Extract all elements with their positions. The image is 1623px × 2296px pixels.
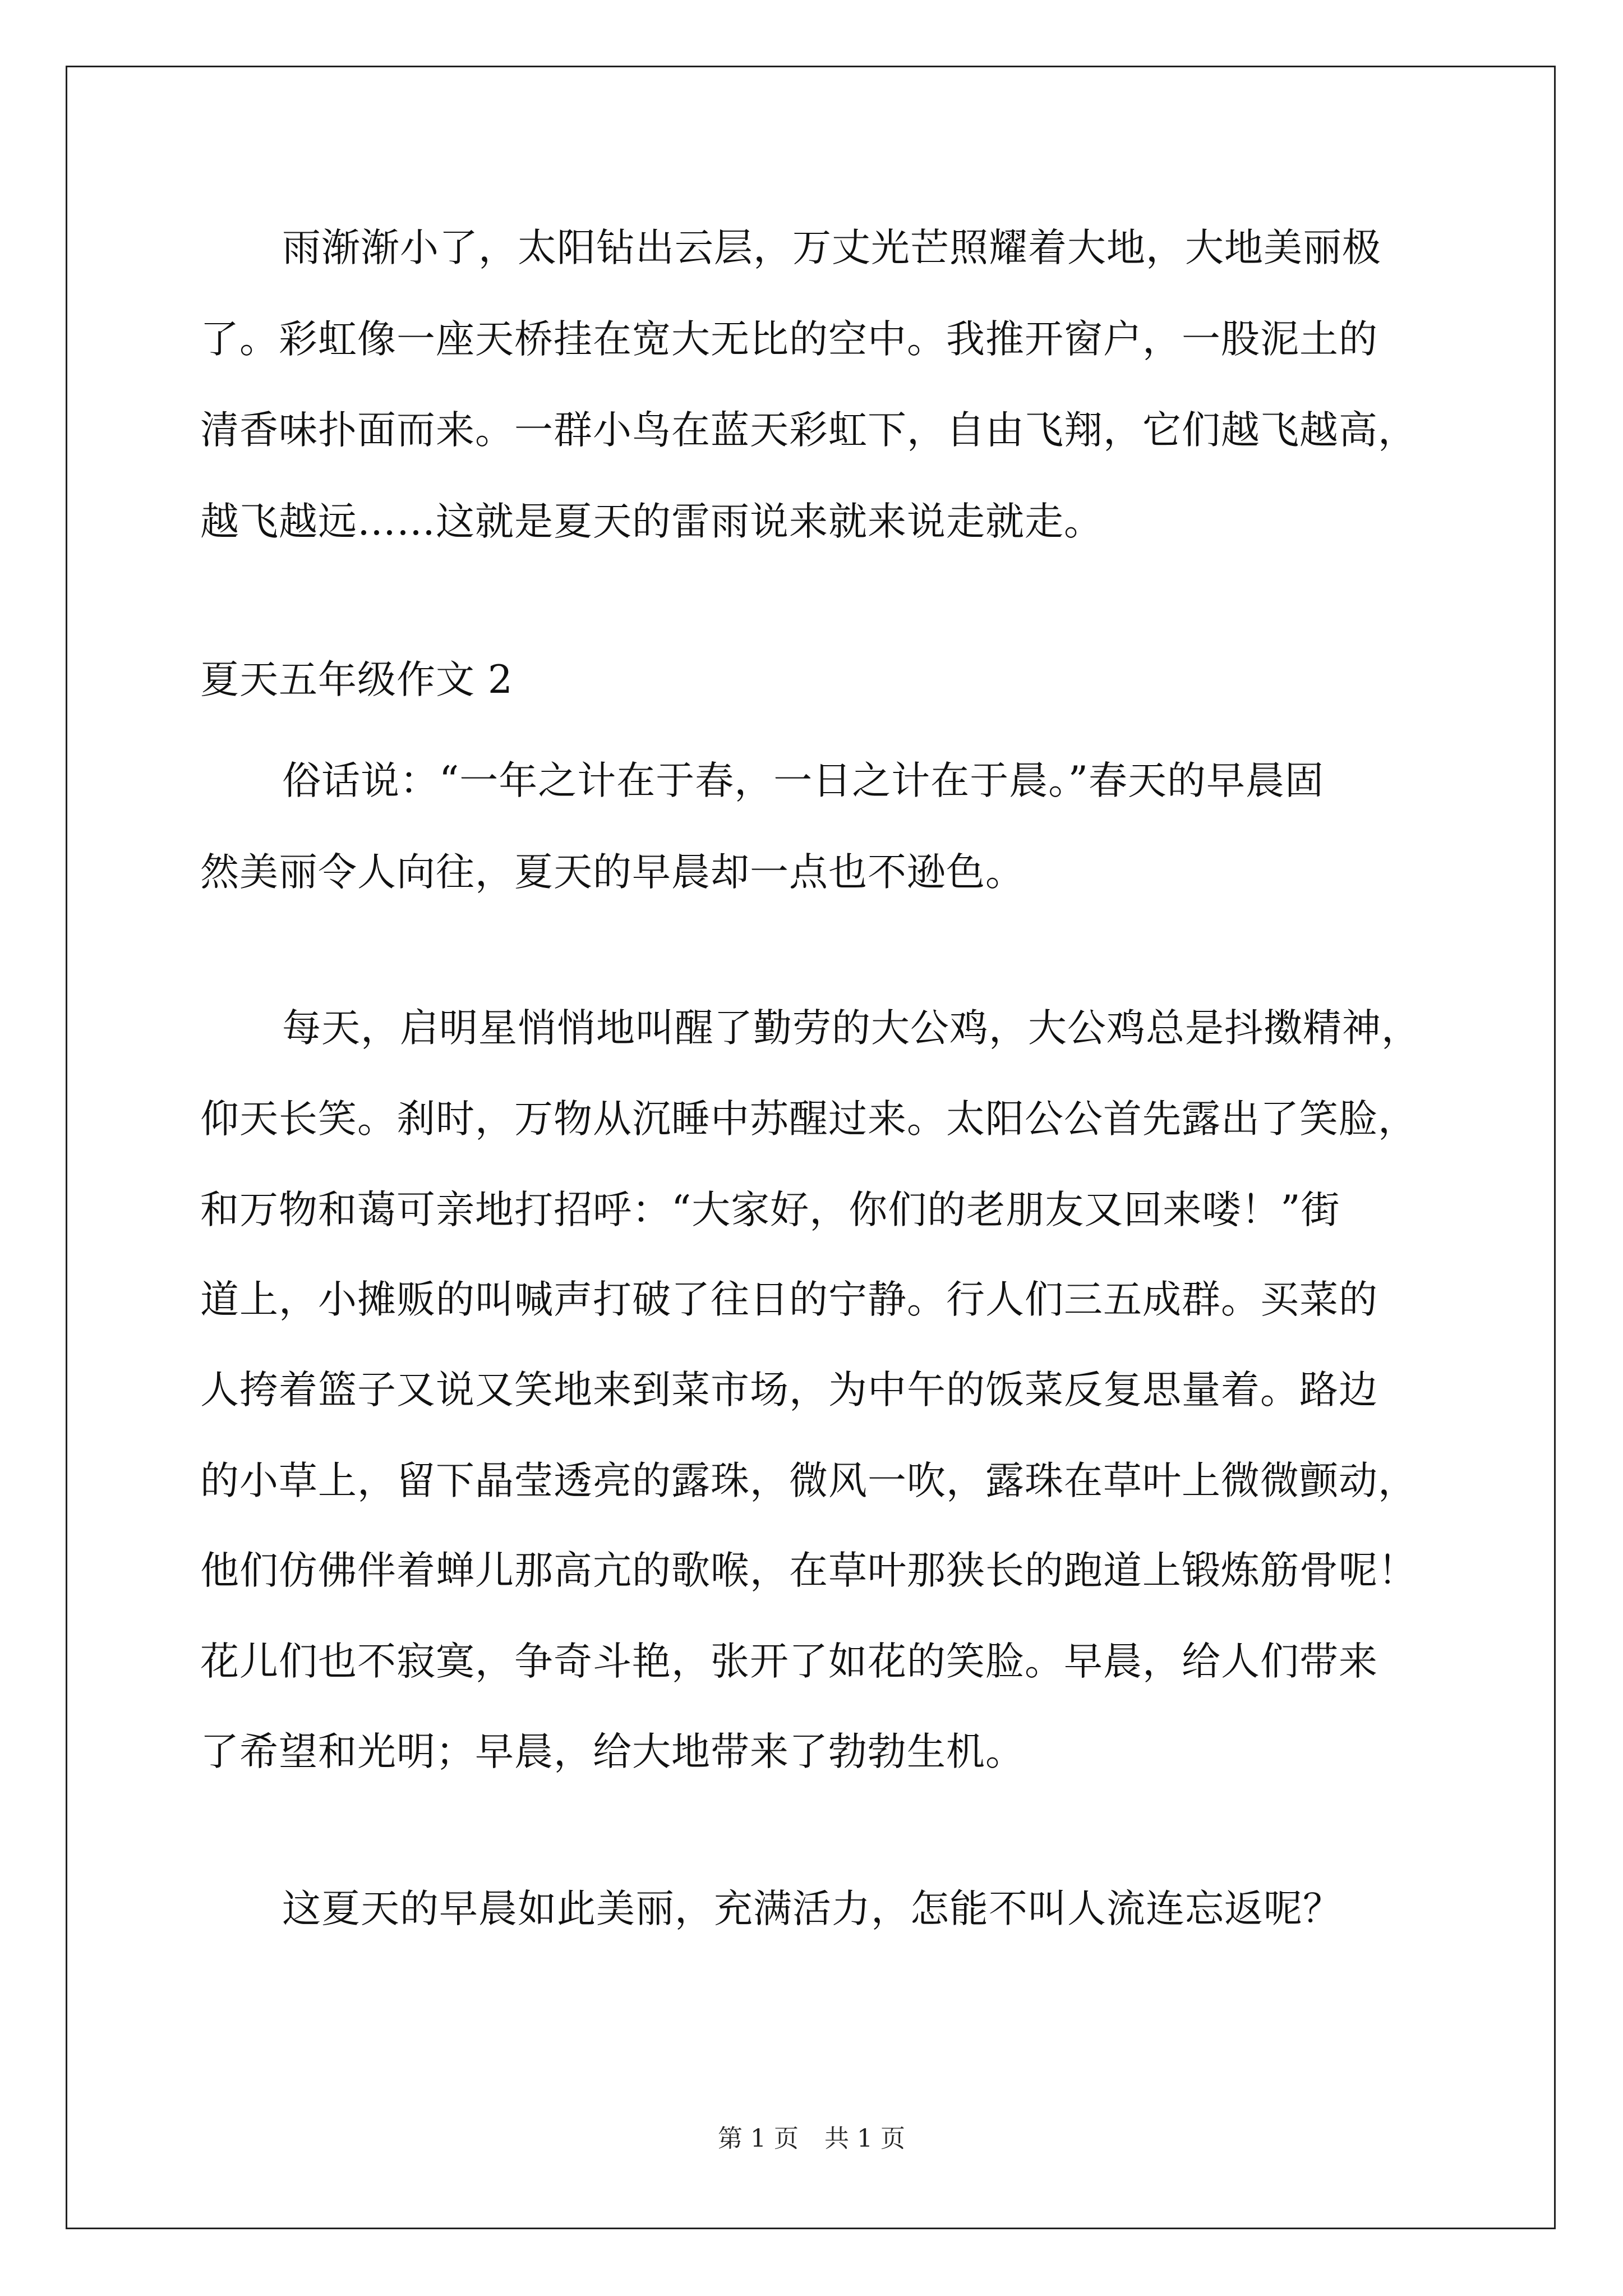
section-heading: 夏天五年级作文 2: [200, 657, 513, 702]
page-total: 共 1 页: [824, 2124, 905, 2153]
paragraph-line: 雨渐渐小了，太阳钻出云层，万丈光芒照耀着大地，大地美丽极: [282, 226, 1381, 270]
page-number: 第 1 页: [718, 2124, 799, 2153]
paragraph-line: 的小草上，留下晶莹透亮的露珠，微风一吹，露珠在草叶上微微颤动，: [200, 1458, 1417, 1503]
paragraph-line: 仰天长笑。刹时，万物从沉睡中苏醒过来。太阳公公首先露出了笑脸，: [200, 1097, 1417, 1142]
paragraph-line: 了希望和光明；早晨，给大地带来了勃勃生机。: [200, 1729, 1025, 1774]
paragraph-line: 俗话说：“一年之计在于春，一日之计在于晨。”春天的早晨固: [282, 758, 1325, 803]
paragraph-line: 然美丽令人向往，夏天的早晨却一点也不逊色。: [200, 850, 1025, 895]
paragraph-line: 花儿们也不寂寞，争奇斗艳，张开了如花的笑脸。早晨，给人们带来: [200, 1639, 1378, 1684]
paragraph-line: 了。彩虹像一座天桥挂在宽大无比的空中。我推开窗户，一股泥土的: [200, 317, 1378, 362]
paragraph-line: 每天，启明星悄悄地叫醒了勤劳的大公鸡，大公鸡总是抖擞精神，: [282, 1006, 1421, 1051]
paragraph-line: 道上，小摊贩的叫喊声打破了往日的宁静。行人们三五成群。买菜的: [200, 1277, 1378, 1322]
page-footer: [0, 2122, 1623, 2156]
paragraph-line: 人挎着篮子又说又笑地来到菜市场，为中午的饭菜反复思量着。路边: [200, 1368, 1378, 1412]
paragraph-line: 他们仿佛伴着蝉儿那高亢的歌喉，在草叶那狭长的跑道上锻炼筋骨呢！: [200, 1548, 1417, 1593]
paragraph-line: 和万物和蔼可亲地打招呼：“大家好，你们的老朋友又回来喽！”街: [200, 1188, 1340, 1232]
paragraph-line: 清香味扑面而来。一群小鸟在蓝天彩虹下，自由飞翔，它们越飞越高，: [200, 408, 1417, 453]
paragraph-line: 越飞越远……这就是夏天的雷雨说来就来说走就走。: [200, 499, 1103, 544]
paragraph-line: 这夏天的早晨如此美丽，充满活力，怎能不叫人流连忘返呢？: [282, 1887, 1342, 1931]
